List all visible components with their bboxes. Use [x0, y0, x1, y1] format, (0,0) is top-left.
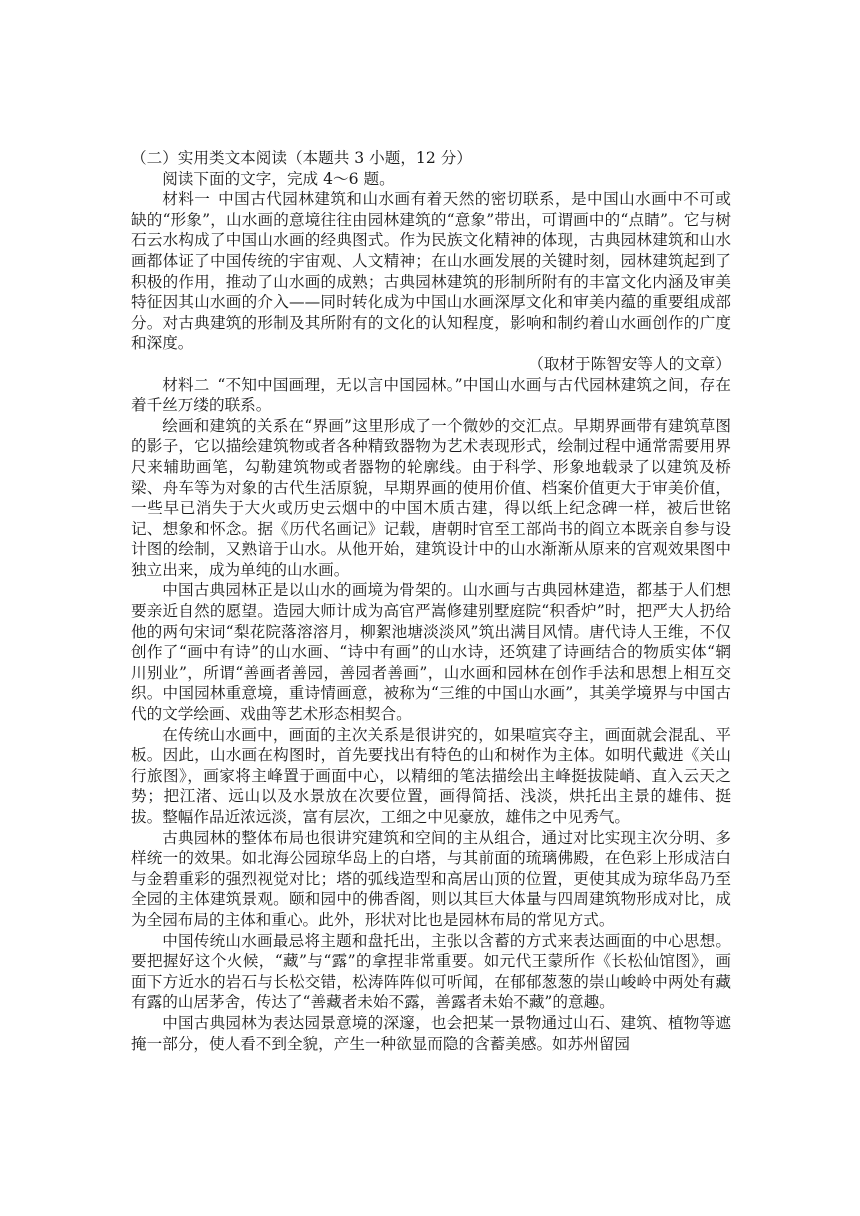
material-one-text: 中国古代园林建筑和山水画有着天然的密切联系，是中国山水画中不可或缺的“形象”，山水画的意境往往由园林建筑的“意象”带出，可谓画中的“点睛”。它与树石云水构成了中国山水画的经典图式。作为民族文化精神的体现，古典园林建筑和山水画都体证了中国传统的宇宙观、人文精神；在山水画发展的关键时刻，园林建筑起到了积极的作用，推动了山水画的成熟；古典园林建筑的形制所附有的丰富文化内涵及审美特征因其山水画的介入——同时转化成为中国山水画深厚文化和审美内蕴的重要组成部分。对古典建筑的形制及其所附有的文化的认知程度，影响和制约着山水画创作的广度和深度。 [131, 190, 731, 353]
material-two-label: 材料二 [162, 375, 210, 394]
material-one-source: （取材于陈智安等人的文章） [528, 354, 731, 373]
material-two-paragraph-1 [131, 375, 731, 416]
section-title: （二）实用类文本阅读（本题共 3 小题，12 分） [131, 149, 472, 167]
material-two-text-1: “不知中国画理，无以言中国园林。”中国山水画与古代园林建筑之间，存在着千丝万缕的联系。 [131, 375, 731, 415]
material-one-label: 材料一 [162, 190, 211, 209]
material-two-paragraph-3: 中国古典园林正是以山水的画境为骨架的。山水画与古典园林建造，都基于人们想要亲近自然的愿望。造园大师计成为高官严嵩修建别墅庭院“积香炉”时，把严大人扔给他的两句宋词“梨花院落溶溶月，柳絮池塘淡淡风”筑出满目风情。唐代诗人王维，不仅创作了“画中有诗”的山水画、“诗中有画”的山水诗，还筑建了诗画结合的物质实体“辋川别业”，所谓“善画者善园，善园者善画”，山水画和园林在创作手法和思想上相互交织。中国园林重意境，重诗情画意，被称为“三维的中国山水画”，其美学境界与中国古代的文学绘画、戏曲等艺术形态相契合。 [131, 581, 731, 724]
material-one-paragraph [131, 189, 731, 354]
material-two-paragraph-5: 古典园林的整体布局也很讲究建筑和空间的主从组合，通过对比实现主次分明、多样统一的效果。如北海公园琼华岛上的白塔，与其前面的琉璃佛殿，在色彩上形成洁白与金碧重彩的强烈视觉对比；塔的弧线造型和高居山顶的位置，更使其成为琼华岛乃至全园的主体建筑景观。颐和园中的佛香阁，则以其巨大体量与四周建筑物形成对比，成为全园布局的主体和重心。此外，形状对比也是园林布局的常见方式。 [131, 828, 731, 929]
instruction-text: 阅读下面的文字，完成 4～6 题。 [162, 169, 395, 188]
material-two-paragraph-6: 中国传统山水画最忌将主题和盘托出，主张以含蓄的方式来表达画面的中心思想。要把握好这个火候，“藏”与“露”的拿捏非常重要。如元代王蒙所作《长松仙馆图》，画面下方近水的岩石与长松交错，松涛阵阵似可听闻，在郁郁葱葱的崇山峻岭中两处有藏有露的山居茅舍，传达了“善藏者未始不露，善露者未始不藏”的意趣。 [131, 931, 731, 1012]
material-two-paragraph-2: 绘画和建筑的关系在“界画”这里形成了一个微妙的交汇点。早期界画带有建筑草图的影子，它以描绘建筑物或者各种精致器物为艺术表现形式，绘制过程中通常需要用界尺来辅助画笔，勾勒建筑物或者器物的轮廓线。由于科学、形象地载录了以建筑及桥梁、舟车等为对象的古代生活原貌，早期界画的使用价值、档案价值更大于审美价值，一些早已消失于大火或历史云烟中的中国木质古建，得以纸上纪念碑一样，被后世铭记、想象和怀念。据《历代名画记》记载，唐朝时官至工部尚书的阎立本既亲自参与设计图的绘制，又熟谙于山水。从他开始，建筑设计中的山水渐渐从原来的宫观效果图中独立出来，成为单纯的山水画。 [131, 416, 731, 579]
document-page [131, 148, 731, 1054]
material-two-paragraph-7: 中国古典园林为表达园景意境的深邃，也会把某一景物通过山石、建筑、植物等遮掩一部分，使人看不到全貌，产生一种欲显而隐的含蓄美感。如苏州留园 [131, 1013, 731, 1053]
material-two-paragraph-4: 在传统山水画中，画面的主次关系是很讲究的，如果喧宾夺主，画面就会混乱、平板。因此，山水画在构图时，首先要找出有特色的山和树作为主体。如明代戴进《关山行旅图》，画家将主峰置于画面中心，以精细的笔法描绘出主峰挺拔陡峭、直入云天之势；把江渚、远山以及水景放在次要位置，画得简括、浅淡，烘托出主景的雄伟、挺拔。整幅作品近浓远淡，富有层次，工细之中见豪放，雄伟之中见秀气。 [131, 725, 731, 826]
